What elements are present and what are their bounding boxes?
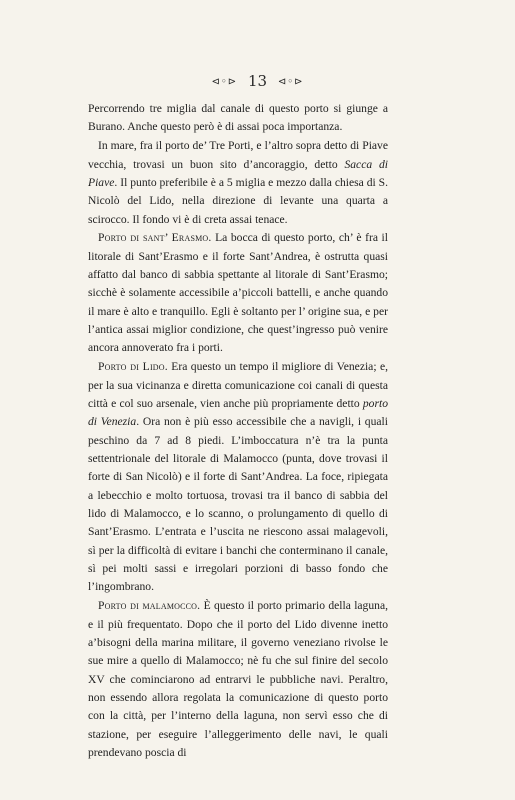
paragraph-italic-term: Sacca di Piave	[88, 157, 388, 189]
paragraph-text: Era questo un tempo il migliore di Venezia; e, per la sua vicinanza e diretta comunicazione coi canali di questa città e col suo arsenale, vien anche più propriamente detto	[88, 360, 389, 410]
paragraph	[88, 358, 388, 596]
section-heading: Porto di sant’ Erasmo.	[98, 231, 212, 245]
body-text	[88, 100, 388, 762]
ornament-left: ⊲◦⊳	[211, 76, 238, 88]
section-heading: Porto di malamocco.	[98, 599, 201, 613]
paragraph	[88, 229, 388, 357]
paragraph-text: La bocca di questo porto, ch’ è fra il litorale di Sant’Erasmo e il forte Sant’Andrea, è ostrutta quasi affatto dal banco di sabbia spettante al litorale di Sant’Erasmo; sicchè è solamente accessibile a’piccoli battelli, e anche quando il mare è alto e tranquillo. Egli è soltanto per l’ origine sua, e per l’antica assai miglior condizione, che quest’ingresso può venire ancora annoverato fra i porti.	[88, 231, 388, 355]
ornament-right: ⊲◦⊳	[277, 76, 304, 88]
paragraph	[88, 137, 388, 229]
paragraph	[88, 100, 388, 137]
paragraph-text: Percorrendo tre miglia dal canale di questo porto si giunge a Burano. Anche questo però è di assai poca importanza.	[88, 102, 388, 134]
paragraph-text: . Ora non è più esso accessibile che a navigli, i quali peschino da 7 ad 8 piedi. L’imboccatura n’è tra la punta settentrionale del litorale di Malamocco (punta, dove trovasi il forte di San Nicolò) e il forte di Sant’Andrea. La foce, ripiegata a lebecchio e molto tortuosa, trovasi tra il banco di sabbia del lido di Malamocco, e lo scanno, o prolungamento di quello di Sant’Erasmo. L’entrata e l’uscita ne riescono assai malagevoli, sì per la difficoltà di evitare i banchi che conterminano il canale, sì pei molti sassi e irregolari porzioni di basso fondo che l’ingombrano.	[88, 415, 388, 594]
page-header	[0, 72, 515, 90]
paragraph	[88, 597, 388, 762]
paragraph-text: In mare, fra il porto de’ Tre Porti, e l’altro sopra detto di Piave vecchia, trovasi un buon sito d’ancoraggio, detto	[88, 139, 388, 171]
paragraph-text: . Il punto preferibile è a 5 miglia e mezzo dalla chiesa di S. Nicolò del Lido, nella direzione di levante una quarta a scirocco. Il fondo vi è di creta assai tenace.	[88, 175, 388, 226]
paragraph-italic-term: porto di Venezia	[88, 397, 388, 429]
section-heading: Porto di Lido.	[98, 360, 168, 374]
page-number: 13	[247, 72, 268, 90]
paragraph-text: È questo il porto primario della laguna, e il più frequentato. Dopo che il porto del Lido divenne inetto a’bisogni della marina militare, il governo veneziano rivolse le sue mire a quello di Malamocco; nè fu che sul finire del secolo XV che cominciarono ad entrarvi le pubbliche navi. Peraltro, non essendo allora regolata la comunicazione di questo porto con la città, per l’interno della laguna, non servì esso che di stazione, per eseguire l’alleggerimento delle navi, le quali prendevano poscia di	[88, 599, 388, 760]
